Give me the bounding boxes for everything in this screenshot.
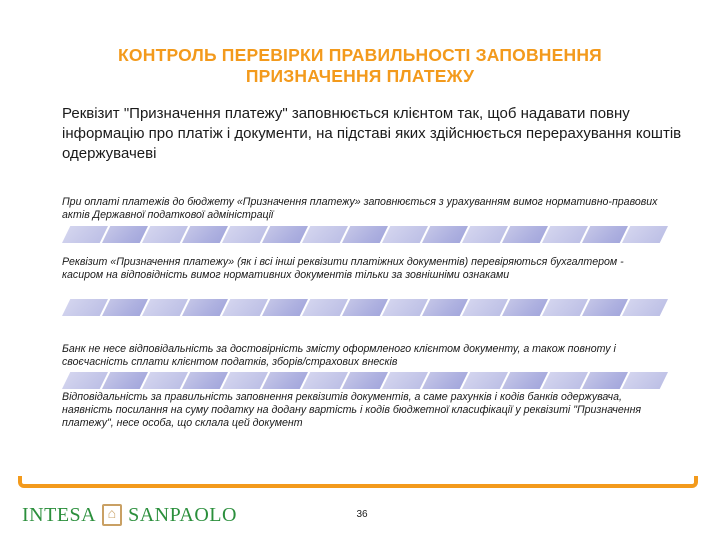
intesa-sanpaolo-logo — [22, 500, 237, 530]
logo-text-left: INTESA — [22, 503, 97, 526]
decorative-band — [62, 299, 662, 316]
decorative-band — [62, 372, 662, 389]
list-item: Відповідальність за правильність заповнення реквізитів документів, а саме рахунків і кодів банків одержувача, наявність посилання на суму податку на додану вартість і кодів бюджетної класифікації у реквізиті "Призначення платежу", несе особа, що склала цей документ — [62, 391, 642, 429]
list-item: Реквізит «Призначення платежу» (як і всі інші реквізити платіжних документів) перевіряються бухгалтером - касиром на відповідність вимог нормативних документів тільки за зовнішніми ознаками — [62, 256, 624, 281]
decorative-band — [62, 226, 662, 243]
logo-emblem-icon: ⌂ — [102, 504, 122, 526]
footer-divider — [18, 476, 698, 488]
intro-paragraph: Реквізит "Призначення платежу" заповнюється клієнтом так, щоб надавати повну інформацію про платіж і документи, на підставі яких здійснюється перерахування коштів одержувачеві — [62, 105, 682, 162]
title-line-1: КОНТРОЛЬ ПЕРЕВІРКИ ПРАВИЛЬНОСТІ ЗАПОВНЕННЯ — [118, 45, 602, 65]
list-item: При оплаті платежів до бюджету «Призначення платежу» заповнюється з урахуванням вимог нормативно-правових актів Державної податкової адміністрації — [62, 196, 658, 221]
title-line-2: ПРИЗНАЧЕННЯ ПЛАТЕЖУ — [245, 66, 475, 86]
logo-text-right: SANPAOLO — [128, 503, 237, 526]
page-number: 36 — [356, 509, 368, 520]
page-title — [40, 45, 680, 87]
list-item: Банк не несе відповідальність за достовірність змісту оформленого клієнтом документу, а також повноту і своєчасність сплати клієнтом податків, зборів/страхових внесків — [62, 343, 616, 368]
